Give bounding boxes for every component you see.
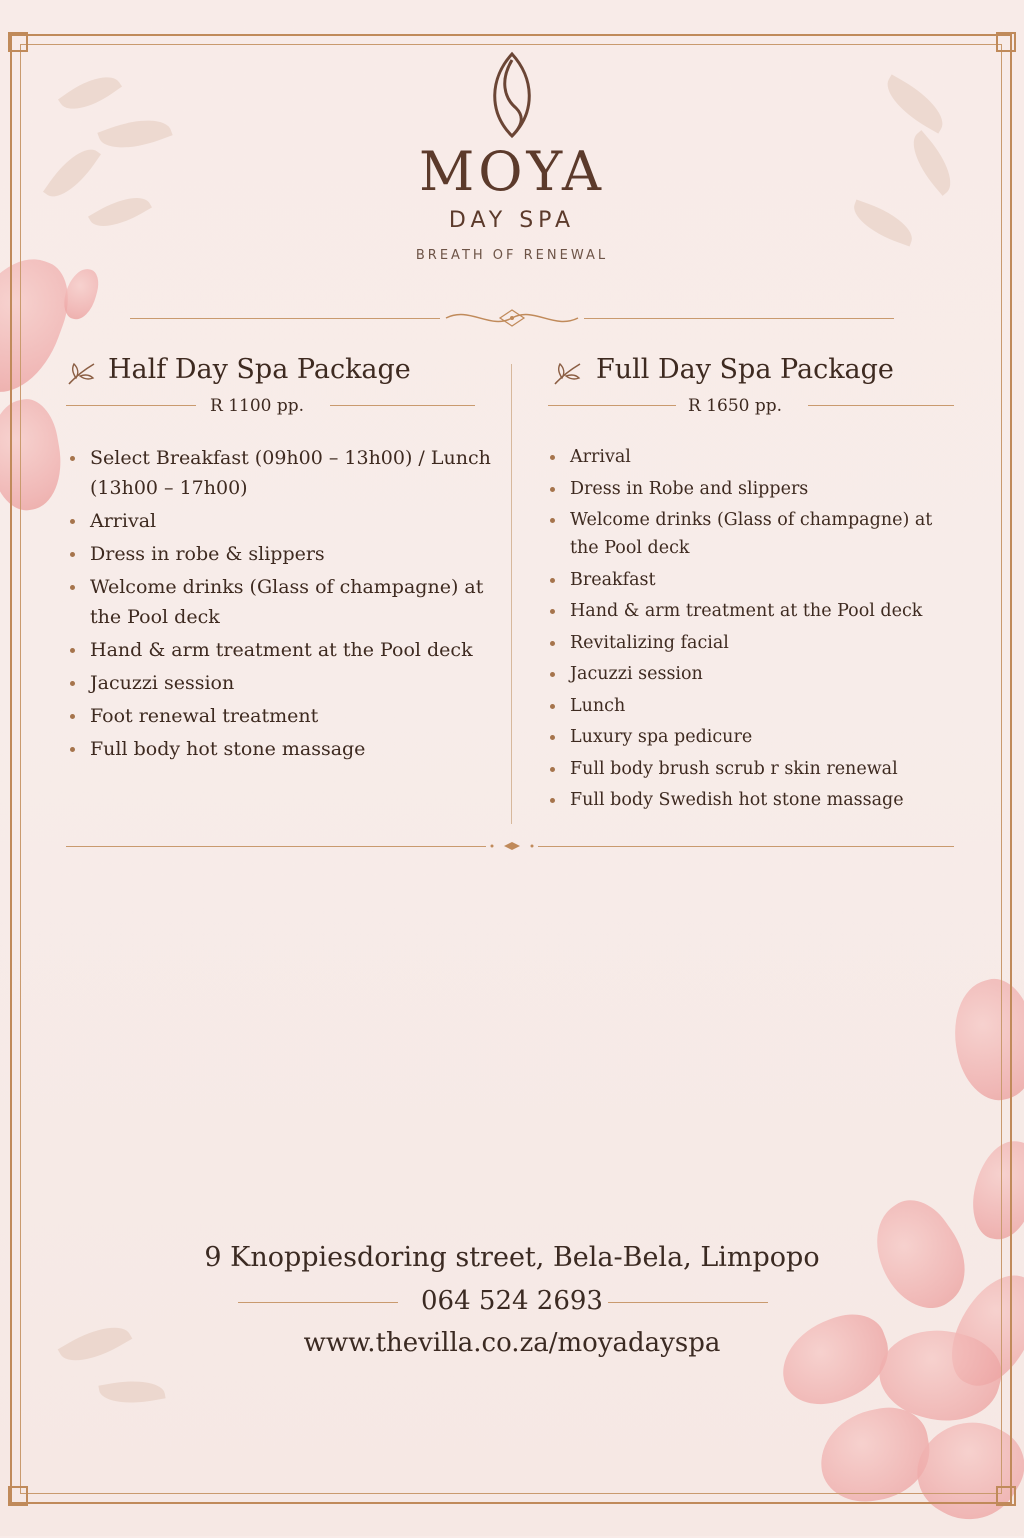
list-item: Full body Swedish hot stone massage	[548, 786, 958, 814]
list-item: Jacuzzi session	[548, 660, 958, 688]
brand-subtitle: DAY SPA	[448, 208, 576, 233]
frame-corner-top-right	[996, 32, 1016, 52]
half-day-price-rule-left	[66, 405, 196, 406]
section-divider-right	[538, 846, 954, 847]
full-day-package-title: Full Day Spa Package	[596, 354, 894, 385]
full-day-price-rule-left	[548, 405, 676, 406]
list-item: Full body hot stone massage	[68, 734, 498, 764]
header-divider-left	[130, 318, 440, 319]
list-item: Arrival	[68, 506, 498, 536]
brand-tagline: BREATH OF RENEWAL	[415, 248, 609, 263]
column-divider	[511, 364, 512, 824]
list-item: Revitalizing facial	[548, 629, 958, 657]
brand-name: MOYA	[418, 140, 605, 203]
list-item: Hand & arm treatment at the Pool deck	[68, 635, 498, 665]
leaf-logo-icon	[482, 50, 542, 140]
frame-corner-bottom-right	[996, 1486, 1016, 1506]
header-divider-right	[584, 318, 894, 319]
half-day-package-title: Half Day Spa Package	[108, 354, 411, 385]
frame-corner-top-left	[8, 32, 28, 52]
list-item: Welcome drinks (Glass of champagne) at the Pool deck	[68, 572, 498, 632]
list-item: Arrival	[548, 443, 958, 471]
section-divider-left	[66, 846, 486, 847]
list-item: Lunch	[548, 692, 958, 720]
leaf-sprig-icon	[552, 360, 582, 386]
list-item: Full body brush scrub r skin renewal	[548, 755, 958, 783]
contact-phone[interactable]: 064 524 2693	[421, 1286, 603, 1316]
divider-ornament-icon	[486, 840, 538, 852]
half-day-price-rule-right	[330, 405, 475, 406]
list-item: Breakfast	[548, 566, 958, 594]
list-item: Luxury spa pedicure	[548, 723, 958, 751]
leaf-sprig-icon	[66, 360, 96, 386]
phone-rule-right	[608, 1302, 768, 1303]
ornament-flourish-icon	[440, 304, 584, 332]
list-item: Hand & arm treatment at the Pool deck	[548, 597, 958, 625]
list-item: Jacuzzi session	[68, 668, 498, 698]
list-item: Dress in Robe and slippers	[548, 475, 958, 503]
half-day-package-price: R 1100 pp.	[210, 396, 305, 416]
list-item: Select Breakfast (09h00 – 13h00) / Lunch (13h00 – 17h00)	[68, 443, 498, 503]
list-item: Foot renewal treatment	[68, 701, 498, 731]
full-day-package-price: R 1650 pp.	[688, 396, 783, 416]
contact-address: 9 Knoppiesdoring street, Bela-Bela, Limpopo	[204, 1242, 820, 1273]
full-day-price-rule-right	[808, 405, 954, 406]
frame-corner-bottom-left	[8, 1486, 28, 1506]
list-item: Dress in robe & slippers	[68, 539, 498, 569]
list-item: Welcome drinks (Glass of champagne) at the Pool deck	[548, 506, 958, 562]
contact-website-link[interactable]: www.thevilla.co.za/moyadayspa	[303, 1328, 721, 1358]
half-day-items-list	[68, 443, 498, 767]
full-day-items-list	[548, 443, 958, 818]
